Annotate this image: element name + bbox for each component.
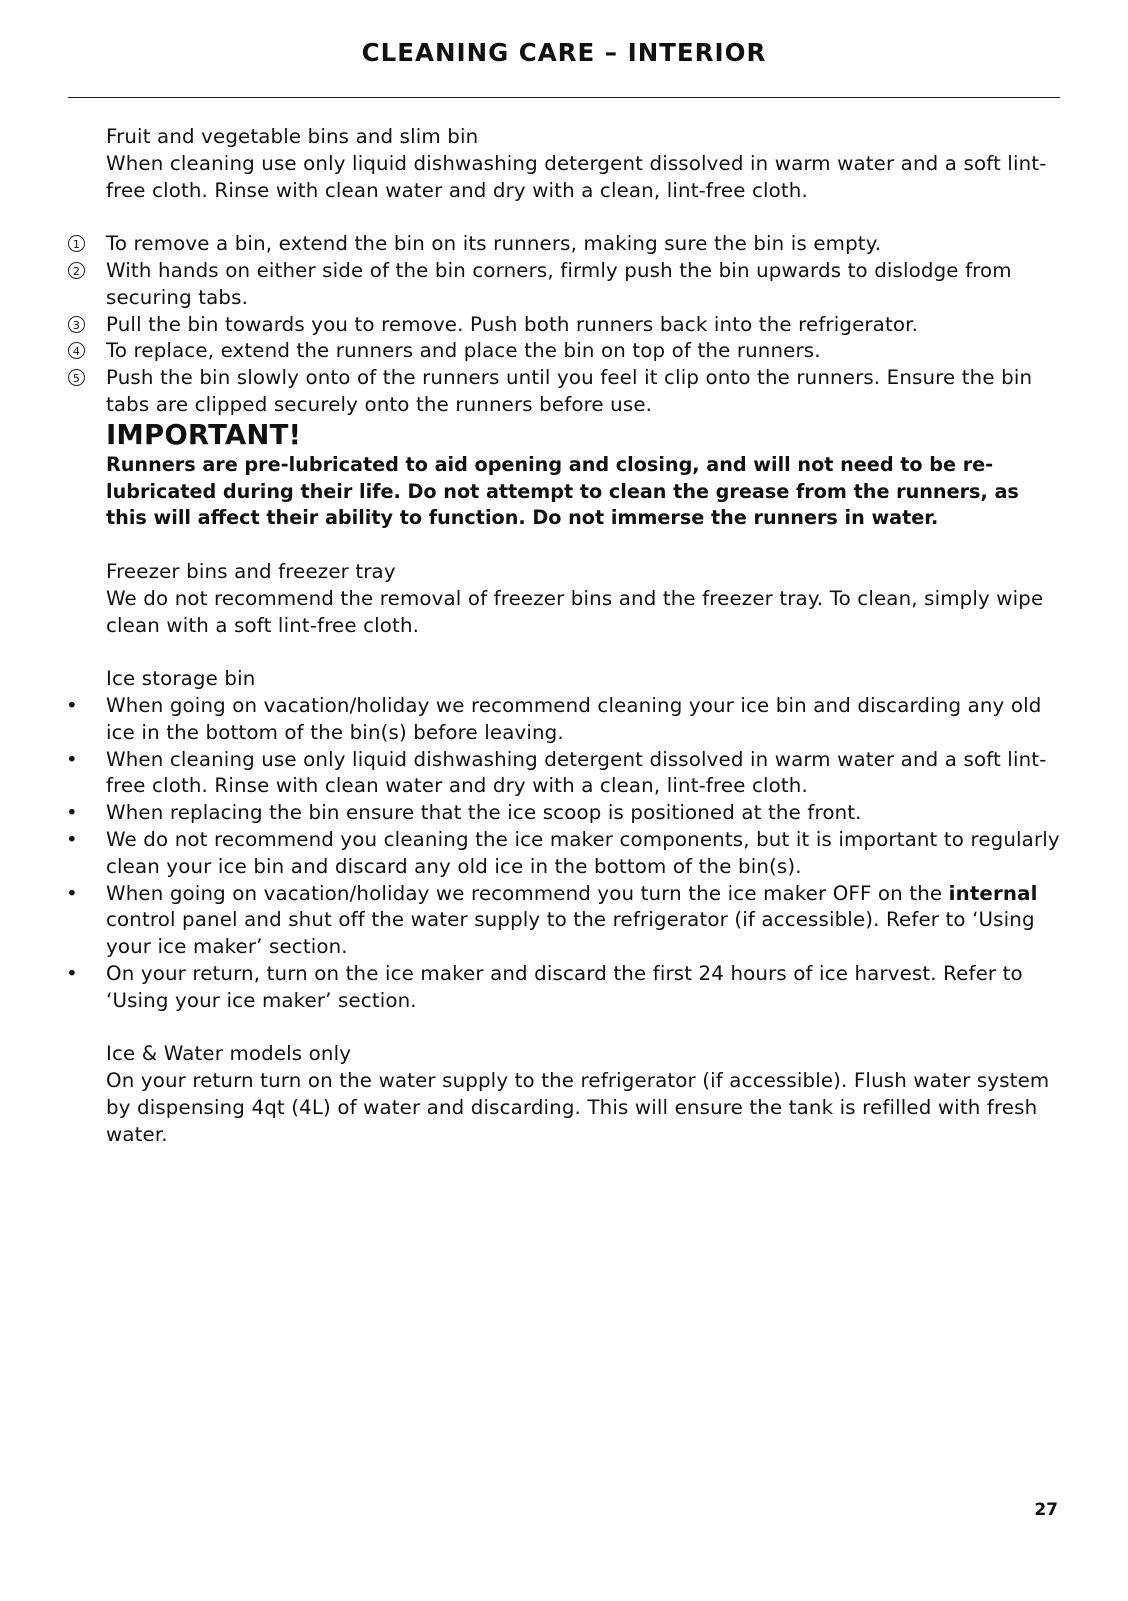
list-item <box>66 800 1061 827</box>
fruit-bins-text: When cleaning use only liquid dishwashing detergent dissolved in warm water and a soft lint-free cloth. Rinse with clean water and dry with a clean, lint-free cloth. <box>106 151 1047 202</box>
list-item-text-end: control panel and shut off the water supply to the refrigerator (if accessible). Refer to ‘Using your ice maker’ section. <box>106 908 1035 959</box>
step-number-badge: 1 <box>68 235 85 252</box>
ice-storage-bullets <box>66 693 1061 1015</box>
step-item <box>72 338 1061 365</box>
list-item-text: We do not recommend you cleaning the ice maker components, but it is important to regularly clean your ice bin and discard any old ice in the bottom of the bin(s). <box>106 827 1060 878</box>
list-item <box>66 961 1061 1015</box>
list-item <box>66 881 1061 961</box>
list-item-text: On your return, turn on the ice maker and discard the first 24 hours of ice harvest. Refer to ‘Using your ice maker’ section. <box>106 961 1023 1012</box>
step-item <box>72 312 1061 339</box>
page-content <box>66 124 1061 1148</box>
step-text: With hands on either side of the bin corners, firmly push the bin upwards to dislodge from securing tabs. <box>106 258 1012 309</box>
bullet-icon: • <box>66 693 78 717</box>
list-item-text: When cleaning use only liquid dishwashing detergent dissolved in warm water and a soft lint-free cloth. Rinse with clean water and dry with a clean, lint-free cloth. <box>106 747 1047 798</box>
page-title: CLEANING CARE – INTERIOR <box>361 38 767 67</box>
list-item <box>66 693 1061 747</box>
step-number-badge: 5 <box>68 369 85 386</box>
bullet-icon: • <box>66 747 78 771</box>
ice-water-text: On your return turn on the water supply to the refrigerator (if accessible). Flush water system by dispensing 4qt (4L) of water and discarding. This will ensure the tank is refilled with fresh water. <box>106 1069 1050 1146</box>
step-item <box>72 365 1061 419</box>
step-number-badge: 4 <box>68 342 85 359</box>
step-item <box>72 258 1061 312</box>
bin-removal-steps <box>72 231 1061 419</box>
step-item <box>72 231 1061 258</box>
list-item-text: When replacing the bin ensure that the ice scoop is positioned at the front. <box>106 801 862 825</box>
step-text: To remove a bin, extend the bin on its runners, making sure the bin is empty. <box>106 232 882 256</box>
internal-emphasis: internal <box>948 881 1038 905</box>
title-divider <box>68 97 1060 98</box>
ice-storage-heading: Ice storage bin <box>106 667 256 691</box>
step-text: Pull the bin towards you to remove. Push both runners back into the refrigerator. <box>106 312 919 336</box>
list-item <box>66 747 1061 801</box>
important-warning-text: Runners are pre-lubricated to aid opening and closing, and will not need to be re-lubricated during their life. Do not attempt to clean the grease from the runners, as this will affect their ability to function. Do not immerse the runners in water. <box>106 452 1019 530</box>
step-text: Push the bin slowly onto of the runners until you feel it clip onto the runners. Ensure the bin tabs are clipped securely onto the runners before use. <box>106 366 1033 416</box>
step-number-badge: 2 <box>68 262 85 279</box>
bullet-icon: • <box>66 881 78 905</box>
important-heading: IMPORTANT! <box>106 418 302 451</box>
bullet-icon: • <box>66 961 78 985</box>
fruit-bins-heading: Fruit and vegetable bins and slim bin <box>106 125 479 148</box>
step-number-badge: 3 <box>68 316 85 333</box>
list-item-text: When going on vacation/holiday we recommend cleaning your ice bin and discarding any old ice in the bottom of the bin(s) before leaving. <box>106 693 1042 744</box>
list-item-text-start: When going on vacation/holiday we recommend you turn the ice maker OFF on the <box>106 881 949 905</box>
ice-water-heading: Ice & Water models only <box>106 1042 352 1066</box>
step-text: To replace, extend the runners and place the bin on top of the runners. <box>106 339 821 363</box>
bullet-icon: • <box>66 827 78 851</box>
freezer-bins-heading: Freezer bins and freezer tray <box>106 559 396 583</box>
freezer-bins-text: We do not recommend the removal of freezer bins and the freezer tray. To clean, simply wipe clean with a soft lint-free cloth. <box>106 586 1044 637</box>
page-number: 27 <box>1034 1500 1058 1520</box>
bullet-icon: • <box>66 801 78 825</box>
list-item <box>66 827 1061 881</box>
